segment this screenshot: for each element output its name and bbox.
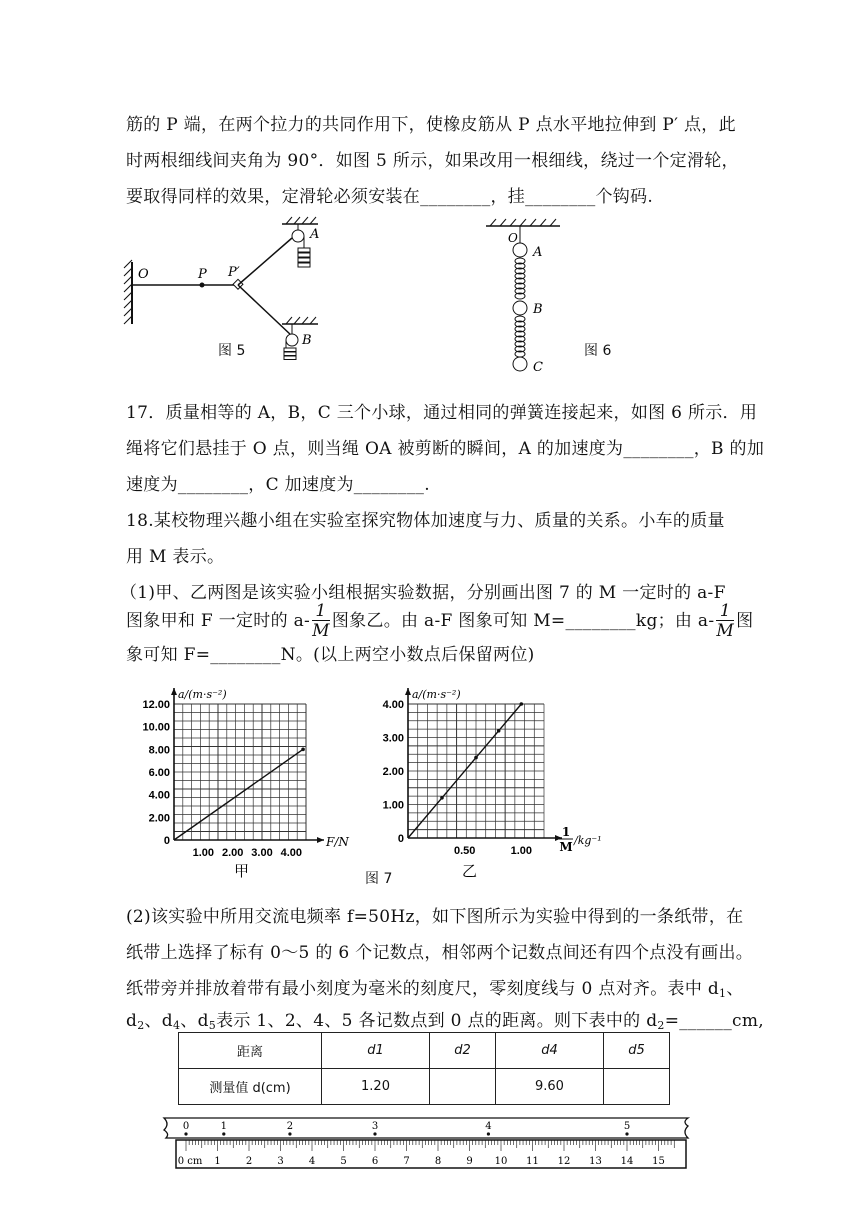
y-tick-label: 1.00 <box>382 799 404 812</box>
text-segment: 表示 1、2、4、5 各记数点到 0 点的距离。则下表中的 d <box>216 1011 658 1031</box>
x-tick-label: 2.00 <box>221 847 244 859</box>
label-O: O <box>508 231 518 245</box>
chart-name-label: 乙 <box>462 862 478 880</box>
question-18-part2-line: 纸带上选择了标有 0～5 的 6 个记数点，相邻两个记数点间还有四个点没有画出。 <box>126 943 754 963</box>
table-header-cell: d4 <box>495 1033 603 1069</box>
y-tick-label: 3.00 <box>382 732 404 745</box>
question-17-line: 速度为________，C 加速度为________. <box>126 475 430 495</box>
tape-point-label: 0 <box>182 1121 190 1132</box>
y-tick-label: 4.00 <box>148 789 170 802</box>
subscript: 1 <box>719 987 727 1000</box>
y-tick-label: 6.00 <box>148 767 170 779</box>
fraction-numerator: 1 <box>716 602 734 621</box>
table-cell <box>603 1069 669 1105</box>
ruler-with-tape <box>158 1112 698 1172</box>
ruler-cm-label: 15 <box>652 1156 665 1167</box>
ruler-cm-label: 9 <box>466 1156 473 1167</box>
ruler-cm-label: 7 <box>403 1156 410 1167</box>
subscript: 5 <box>208 1019 217 1032</box>
figure-6 <box>480 218 580 374</box>
table-cell: 1.20 <box>322 1069 430 1105</box>
label-B: B <box>302 333 312 348</box>
ruler-cm-label: 12 <box>557 1156 571 1167</box>
fraction-numerator: 1 <box>312 602 330 621</box>
text-segment: d <box>126 1011 138 1031</box>
tape-point <box>184 1132 187 1135</box>
text-segment: 、 <box>726 979 744 999</box>
chart-name-label: 甲 <box>234 862 250 880</box>
ruler-cm-label: 14 <box>620 1156 634 1167</box>
x-axis-label-numerator: 1 <box>561 825 571 839</box>
question-18-part1-line: （1)甲、乙两图是该实验小组根据实验数据，分别画出图 7 的 M 一定时的 a-F <box>120 583 726 603</box>
question-18-part2-line <box>126 974 744 1000</box>
text-segment: 纸带旁并排放着带有最小刻度为毫米的刻度尺，零刻度线与 0 点对齐。表中 d <box>126 979 720 999</box>
y-axis-label: a/(m·s⁻²) <box>178 688 227 701</box>
figure-7-caption: 图 7 <box>365 871 393 887</box>
tape-point-label: 2 <box>286 1121 294 1132</box>
table-row-label: 测量值 d(cm) <box>179 1069 322 1105</box>
tape-point-label: 3 <box>371 1121 379 1132</box>
label-C: C <box>533 360 543 374</box>
data-point <box>440 796 444 800</box>
ruler-cm-label: 11 <box>526 1156 539 1167</box>
fraction-1-over-M <box>312 602 330 641</box>
table-cell <box>429 1069 495 1105</box>
y-tick-label: 4.00 <box>382 699 404 711</box>
question-18-part1-line <box>126 602 753 641</box>
question-18-line: 18.某校物理兴趣小组在实验室探究物体加速度与力、质量的关系。小车的质量 <box>126 511 725 531</box>
ruler-cm-label: 3 <box>277 1156 284 1167</box>
table-header-row <box>179 1033 670 1069</box>
ruler-cm-label: 5 <box>340 1156 347 1167</box>
fraction-denominator: M <box>312 621 330 641</box>
x-tick-label: 3.00 <box>251 847 273 859</box>
ruler-body <box>176 1140 686 1168</box>
subscript: 4 <box>172 1019 181 1032</box>
tape-point <box>373 1132 376 1135</box>
label-P-prime: P′ <box>228 265 240 280</box>
data-point <box>301 748 305 752</box>
text-line: 筋的 P 端，在两个拉力的共同作用下，使橡皮筋从 P 点水平地拉伸到 P′ 点，此 <box>126 115 736 135</box>
y-tick-label: 2.00 <box>382 766 404 778</box>
question-17-line: 绳将它们悬挂于 O 点，则当绳 OA 被剪断的瞬间，A 的加速度为________，B 的加 <box>126 439 765 459</box>
x-tick-label: 1.00 <box>510 845 533 857</box>
y-tick-label: 12.00 <box>142 699 170 711</box>
table-header-cell: 距离 <box>179 1033 322 1069</box>
text-segment: 、d <box>180 1011 209 1031</box>
label-P: P <box>198 267 207 282</box>
y-tick-label: 10.00 <box>142 721 170 734</box>
x-axis-label-unit: /kg⁻¹ <box>574 834 602 847</box>
ruler-cm-label: 0 cm <box>177 1156 203 1167</box>
tape-point-label: 1 <box>220 1121 227 1132</box>
measurement-table <box>178 1032 670 1105</box>
tape-point <box>288 1132 291 1135</box>
x-tick-label: 1.00 <box>192 847 215 859</box>
ruler-cm-label: 6 <box>371 1156 379 1167</box>
y-tick-label: 0 <box>163 835 170 847</box>
ruler-cm-label: 10 <box>494 1156 508 1167</box>
text-line: 时两根细线间夹角为 90°．如图 5 所示，如果改用一根细线，绕过一个定滑轮， <box>126 151 739 171</box>
data-point <box>520 702 524 706</box>
label-O: O <box>138 267 149 282</box>
data-point <box>474 756 478 760</box>
text-segment: 、d <box>144 1011 173 1031</box>
figure-6-caption: 图 6 <box>584 343 612 359</box>
x-axis-label-denominator: M <box>559 840 573 854</box>
chart-a-inverse-M <box>370 676 620 886</box>
subscript: 2 <box>137 1019 145 1032</box>
y-axis-label: a/(m·s⁻²) <box>412 688 461 701</box>
ruler-cm-label: 4 <box>308 1156 316 1167</box>
question-18-part2-line <box>126 1006 764 1032</box>
text-segment: 图象甲和 F 一定时的 a- <box>126 611 311 631</box>
table-row <box>179 1069 670 1105</box>
paper-tape <box>164 1118 688 1138</box>
x-axis-arrow <box>317 837 324 843</box>
chart-a-F <box>126 676 366 886</box>
tape-point <box>222 1132 225 1135</box>
question-18-part1-line: 象可知 F=________N。(以上两空小数点后保留两位) <box>126 645 535 665</box>
ruler-cm-label: 2 <box>245 1156 253 1167</box>
subscript: 2 <box>657 1019 665 1032</box>
figure-5-caption: 图 5 <box>218 343 246 359</box>
tape-point-label: 4 <box>485 1121 492 1132</box>
x-axis-label: F/N <box>326 835 349 849</box>
label-A: A <box>310 227 320 242</box>
fraction-1-over-M <box>716 602 734 641</box>
text-segment: =______cm, <box>664 1011 764 1031</box>
y-axis-arrow <box>405 688 411 695</box>
question-17-line: 17．质量相等的 A，B，C 三个小球，通过相同的弹簧连接起来，如图 6 所示．用 <box>126 403 758 423</box>
y-tick-label: 2.00 <box>148 812 170 825</box>
y-tick-label: 8.00 <box>148 744 170 757</box>
text-line: 要取得同样的效果，定滑轮必须安装在________，挂________个钩码. <box>126 187 654 207</box>
label-B: B <box>533 302 543 317</box>
text-segment: 图象乙。由 a-F 图象可知 M=________kg；由 a- <box>331 611 715 631</box>
table-header-cell: d1 <box>322 1033 430 1069</box>
label-A: A <box>533 245 543 260</box>
y-axis-arrow <box>171 688 177 695</box>
ruler-cm-label: 1 <box>214 1156 221 1167</box>
data-point <box>497 729 501 733</box>
y-tick-label: 0 <box>397 833 404 845</box>
tape-point <box>625 1132 628 1135</box>
table-header-cell: d2 <box>429 1033 495 1069</box>
x-tick-label: 0.50 <box>453 845 476 857</box>
tape-point <box>487 1132 490 1135</box>
ruler-cm-label: 8 <box>434 1156 442 1167</box>
x-tick-label: 4.00 <box>280 847 303 859</box>
table-cell: 9.60 <box>495 1069 603 1105</box>
tape-point-label: 5 <box>623 1121 631 1132</box>
question-18-line: 用 M 表示。 <box>126 547 225 567</box>
question-18-part2-line: (2)该实验中所用交流电频率 f=50Hz，如下图所示为实验中得到的一条纸带，在 <box>126 907 744 927</box>
series-line <box>174 749 303 840</box>
text-segment: 图 <box>736 611 754 631</box>
table-header-cell: d5 <box>603 1033 669 1069</box>
ruler-cm-label: 13 <box>589 1156 602 1167</box>
fraction-denominator: M <box>716 621 735 641</box>
